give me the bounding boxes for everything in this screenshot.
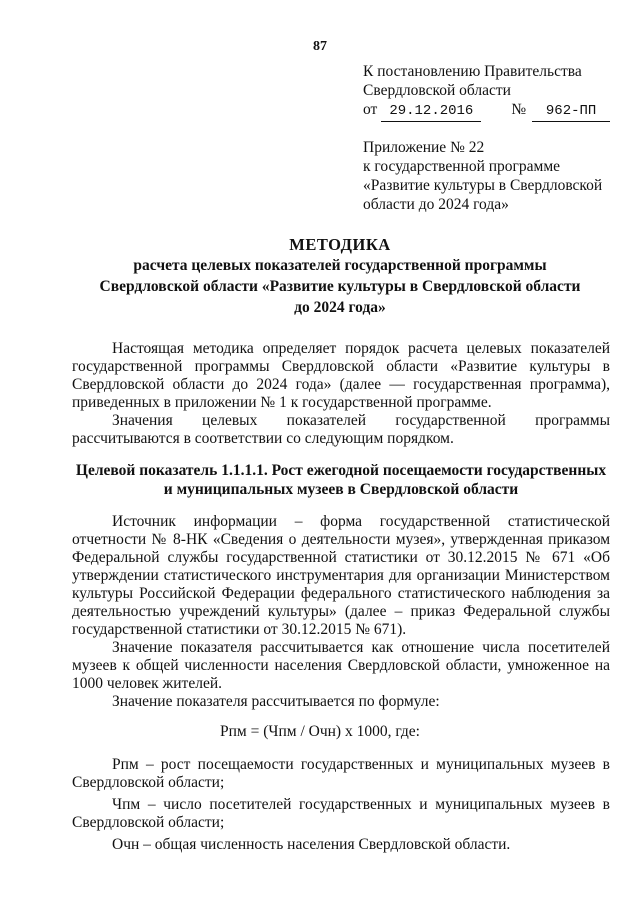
target-indicator-body [72,513,610,711]
document-title [60,234,620,318]
appendix-line-4: области до 2024 года» [363,196,509,213]
title-line-1: МЕТОДИКА [289,235,391,254]
resolution-date: 29.12.2016 [381,102,481,122]
definition-rpm: Рпм – рост посещаемости государственных и муниципальных музеев в Свердловской области; [72,756,610,791]
formula-intro: Значение показателя рассчитывается по формуле: [112,693,440,710]
source-paragraph: Источник информации – форма государственной статистической отчетности № 8-НК «Сведения о деятельности музея», утвержденная приказом Федеральной службы государственной статистики от 30.12.2015 № 671 «Об утверждении статистического инструментария для организации Министерством культуры Российской Федерации федерального статистического наблюдения за деятельностью учреждений культуры» (далее – приказ Федеральной службы государственной статистики от 30.12.2015 № 671). [72,513,610,638]
definition-chpm: Чпм – число посетителей государственных и муниципальных музеев в Свердловской области; [72,796,610,831]
appendix-reference [363,138,628,214]
formula: Рпм = (Чпм / Очн) х 1000, где: [220,723,420,740]
appendix-line-1: Приложение № 22 [363,139,485,156]
intro-paragraph-1: Настоящая методика определяет порядок расчета целевых показателей государственной программы Свердловской области «Развитие культуры в Свердловской области до 2024 года» (далее — государственная программа), приведенных в приложении № 1 к государственной программе. [72,340,610,411]
appendix-line-3: «Развитие культуры в Свердловской [363,177,603,194]
definition-ochn: Очн – общая численность населения Свердловской области. [112,836,511,853]
from-label: от [363,101,378,118]
title-line-2: расчета целевых показателей государственной программы [133,257,547,274]
resolution-number: 962-ПП [532,102,610,122]
appendix-line-2: к государственной программе [363,158,561,175]
resolution-reference [363,62,623,122]
page-number: 87 [313,39,327,54]
number-label: № [511,101,527,118]
value-paragraph: Значение показателя рассчитывается как отношение числа посетителей музеев к общей численности населения Свердловской области, умноженное на 1000 человек жителей. [72,639,610,692]
target-heading-line-2: и муниципальных музеев в Свердловской области [163,481,519,498]
title-line-4: до 2024 года» [294,299,386,316]
definitions [72,756,610,854]
target-indicator-heading [72,461,610,499]
resolution-date-line [363,100,623,122]
target-heading-line-1: Целевой показатель 1.1.1.1. Рост ежегодной посещаемости государственных [75,462,607,479]
intro-section [72,340,610,448]
resolution-line-2: Свердловской области [363,82,511,99]
resolution-line-1: К постановлению Правительства [363,63,582,80]
title-line-3: Свердловской области «Развитие культуры в Свердловской области [99,278,581,295]
intro-paragraph-2: Значения целевых показателей государственной программы рассчитываются в соответствии со следующим порядком. [72,412,610,447]
